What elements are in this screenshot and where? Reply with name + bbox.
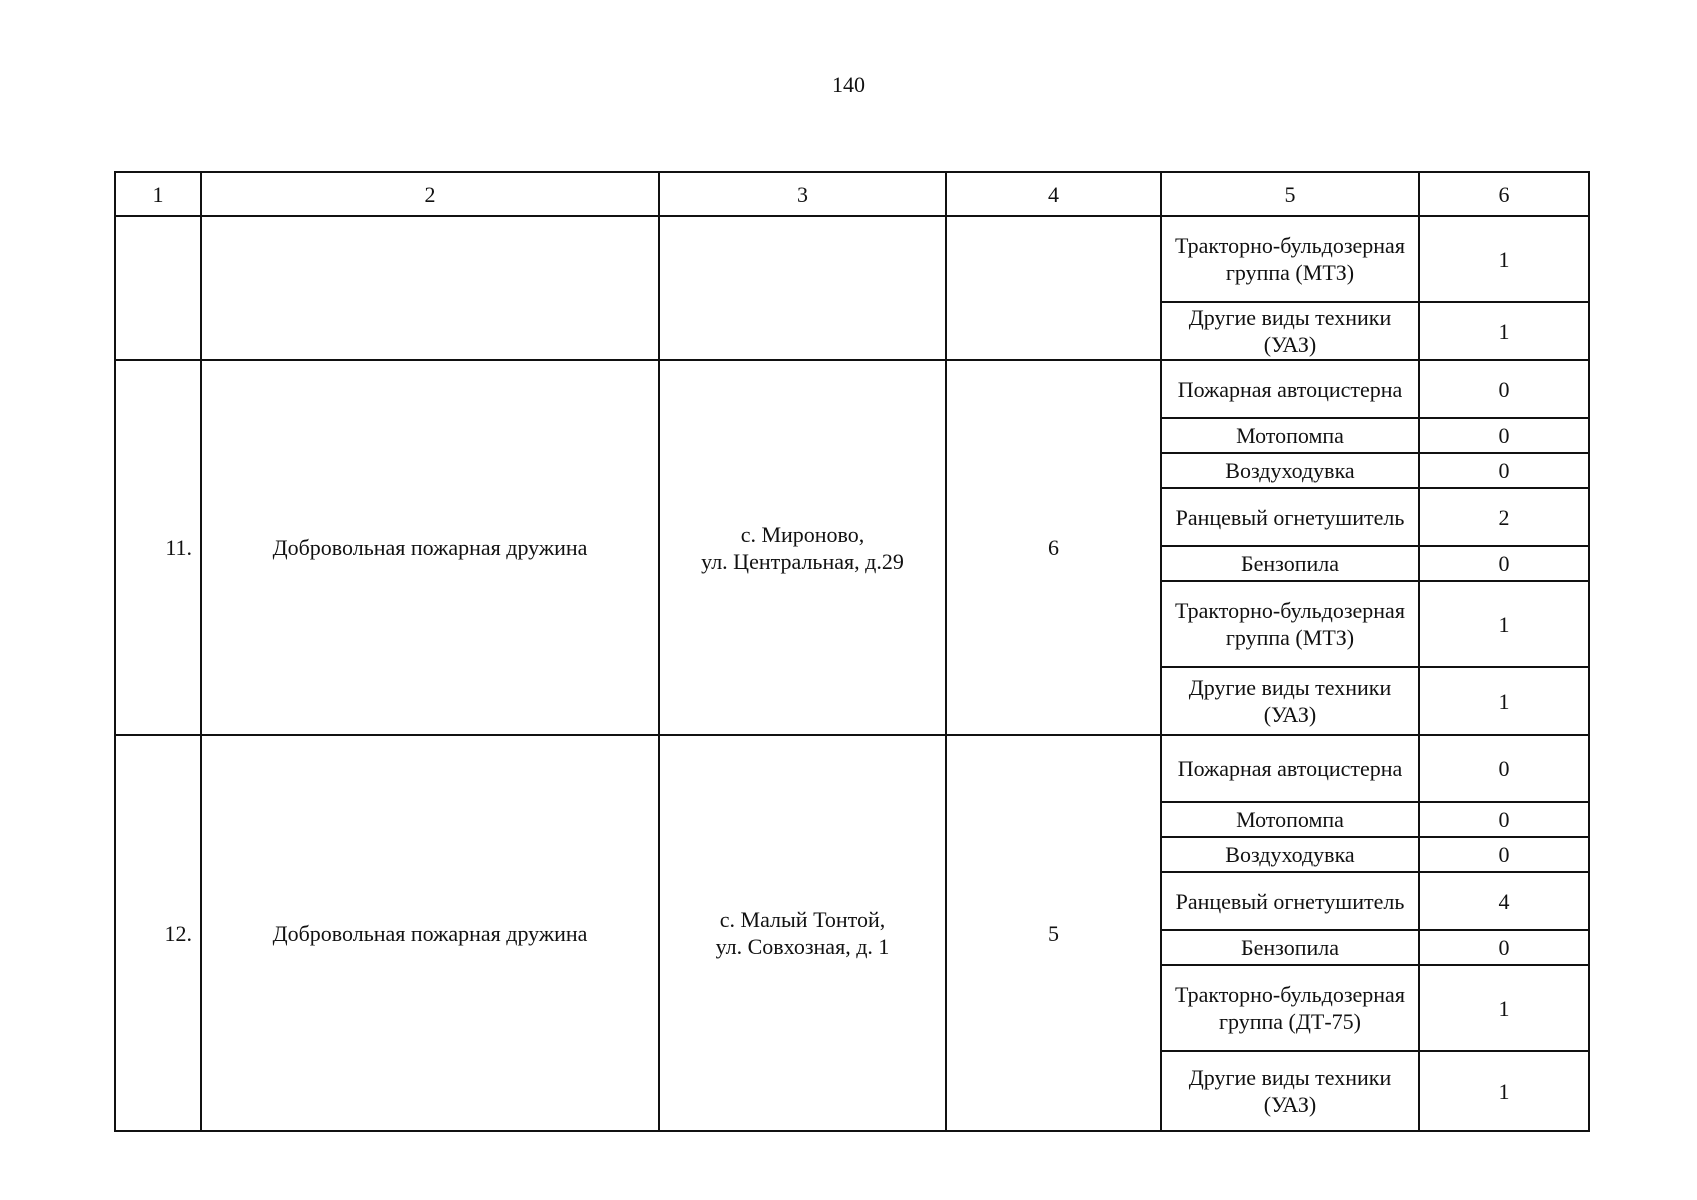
header-cell: 3	[659, 172, 946, 216]
personnel-count: 6	[946, 360, 1161, 735]
equipment-cell: Пожарная автоцистерна	[1161, 735, 1419, 802]
address-line: с. Малый Тонтой,	[719, 907, 886, 932]
address-cell	[659, 360, 946, 735]
empty-cell	[115, 216, 201, 360]
table-header-row	[115, 172, 1589, 216]
count-cell: 1	[1419, 216, 1589, 302]
equipment-cell: Мотопомпа	[1161, 418, 1419, 453]
page-number: 140	[832, 72, 865, 97]
count-cell: 1	[1419, 302, 1589, 360]
equipment-cell: Тракторно-бульдозерная группа (МТЗ)	[1161, 216, 1419, 302]
count-cell: 0	[1419, 418, 1589, 453]
equipment-cell: Тракторно-бульдозерная группа (МТЗ)	[1161, 581, 1419, 667]
address-line: ул. Совхозная, д. 1	[715, 934, 890, 959]
table-row	[115, 216, 1589, 302]
equipment-cell: Воздуходувка	[1161, 453, 1419, 488]
count-cell: 0	[1419, 735, 1589, 802]
equipment-cell: Ранцевый огнетушитель	[1161, 872, 1419, 930]
address-line: ул. Центральная, д.29	[701, 548, 904, 574]
empty-cell	[201, 216, 659, 360]
count-cell: 2	[1419, 488, 1589, 546]
header-cell: 5	[1161, 172, 1419, 216]
equipment-cell: Ранцевый огнетушитель	[1161, 488, 1419, 546]
address-cell	[659, 735, 946, 1131]
empty-cell	[659, 216, 946, 360]
count-cell: 0	[1419, 837, 1589, 872]
equipment-cell: Бензопила	[1161, 546, 1419, 581]
table-row	[115, 735, 1589, 802]
equipment-cell: Тракторно-бульдозерная группа (ДТ-75)	[1161, 965, 1419, 1051]
equipment-cell: Воздуходувка	[1161, 837, 1419, 872]
equipment-cell: Другие виды техники (УАЗ)	[1161, 1051, 1419, 1131]
count-cell: 0	[1419, 930, 1589, 965]
equipment-cell: Бензопила	[1161, 930, 1419, 965]
row-number: 11.	[115, 360, 201, 735]
count-cell: 0	[1419, 802, 1589, 837]
organization-name: Добровольная пожарная дружина	[201, 360, 659, 735]
count-cell: 0	[1419, 453, 1589, 488]
personnel-count: 5	[946, 735, 1161, 1131]
row-number: 12.	[115, 735, 201, 1131]
count-cell: 1	[1419, 667, 1589, 735]
equipment-cell: Другие виды техники (УАЗ)	[1161, 302, 1419, 360]
equipment-cell: Пожарная автоцистерна	[1161, 360, 1419, 418]
equipment-cell: Другие виды техники (УАЗ)	[1161, 667, 1419, 735]
equipment-cell: Мотопомпа	[1161, 802, 1419, 837]
count-cell: 1	[1419, 965, 1589, 1051]
count-cell: 1	[1419, 581, 1589, 667]
count-cell: 0	[1419, 360, 1589, 418]
header-cell: 2	[201, 172, 659, 216]
count-cell: 4	[1419, 872, 1589, 930]
header-cell: 4	[946, 172, 1161, 216]
header-cell: 6	[1419, 172, 1589, 216]
count-cell: 0	[1419, 546, 1589, 581]
table-row	[115, 360, 1589, 418]
equipment-table	[114, 171, 1590, 1132]
empty-cell	[946, 216, 1161, 360]
address-line: с. Мироново,	[740, 521, 865, 547]
organization-name: Добровольная пожарная дружина	[201, 735, 659, 1131]
header-cell: 1	[115, 172, 201, 216]
count-cell: 1	[1419, 1051, 1589, 1131]
